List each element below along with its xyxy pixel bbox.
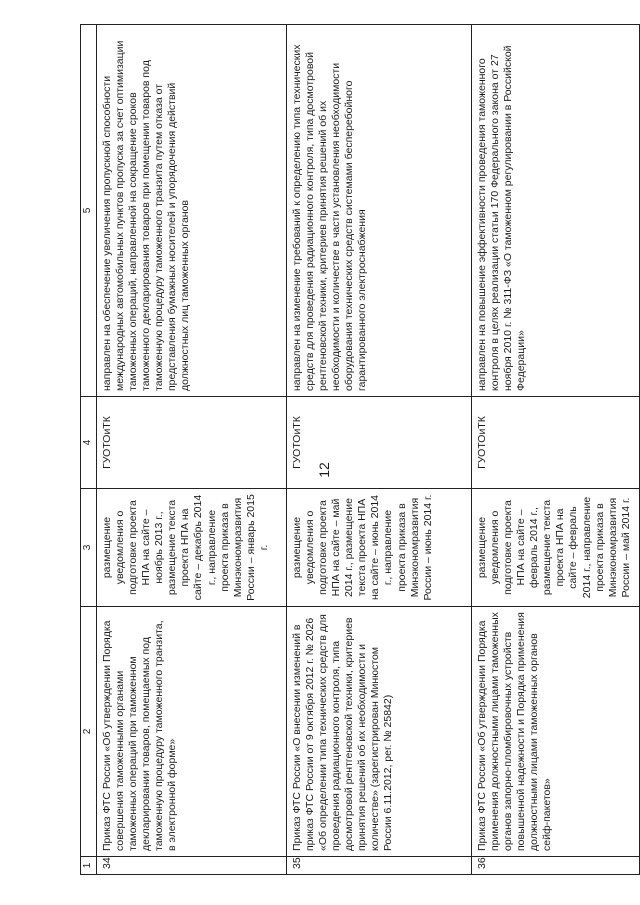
responsible-unit: ГУОТОиТК — [471, 397, 640, 489]
stages-timeline: размещение уведомления о подготовке проекта НПА на сайте – февраль 2014 г., размещение текста проекта НПА на сайте – февраль 2014 г., направление проекта приказа в Минэкономразвития России – май 2014 г. — [471, 489, 640, 607]
header-col-3: 3 — [81, 489, 97, 607]
header-col-2: 2 — [81, 607, 97, 857]
row-number: 36 — [471, 857, 640, 875]
act-title: Приказ ФТС России «О внесении изменений в приказ ФТС России от 9 октября 2012 г. № 2026 «Об определении типа технических средств для проведения радиационного контроля, типа досмотровой рентгеновской техники, критериев принятия решений об их необходимости и количестве» (зарегистрирован Минюстом России 6.11.2012, рег. № 25842) — [286, 607, 471, 857]
stages-timeline: размещение уведомления о подготовке проекта НПА на сайте – май 2014 г., размещение текста проекта НПА на сайте – июнь 2014 г., направление проекта приказа в Минэкономразвития России – июнь 2014 г. — [286, 489, 471, 607]
act-description: направлен на обеспечение увеличения пропускной способности международных автомобильных пунктов пропуска за счет оптимизации таможенных операций, направленной на сокращение сроков таможенного декларирования товаров при помещении товаров под таможенную процедуру таможенного транзита путем отказа от представления бумажных носителей и упорядочения действий должностных лиц таможенных органов — [96, 25, 286, 397]
table-row — [471, 25, 640, 875]
act-title: Приказ ФТС России «Об утверждении Порядка совершения таможенными органами таможенных операций при таможенном декларировании товаров, помещаемых под таможенную процедуру таможенного транзита, в электронной форме» — [96, 607, 286, 857]
page-number: 12 — [315, 462, 332, 478]
plan-table — [80, 24, 640, 875]
responsible-unit: ГУОТОиТК — [96, 397, 286, 489]
act-description: направлен на повышение эффективности проведения таможенного контроля в целях реализации статьи 170 Федерального закона от 27 ноября 2010 г. № 311-ФЗ «О таможенном регулировании в Российской Федерации» — [471, 25, 640, 397]
stages-timeline: размещение уведомления о подготовке проекта НПА на сайте – ноябрь 2013 г., размещение текста проекта НПА на сайте – декабрь 2014 г., направление проекта приказа в Минэкономразвития России – январь 2015 г. — [96, 489, 286, 607]
row-number: 34 — [96, 857, 286, 875]
act-description: направлен на изменение требований к определению типа технических средств для проведения радиационного контроля, типа досмотровой рентгеновской техники, критериев принятия решений об их необходимости и количестве в части установления необходимости оборудования технических средств системами бесперебойного гарантированного электроснабжения — [286, 25, 471, 397]
table-row — [96, 25, 286, 875]
rotated-table-container — [80, 25, 640, 875]
act-title: Приказ ФТС России «Об утверждении Порядка применения должностными лицами таможенных органов запорно-пломбировочных устройств повышенной надежности и Порядка применения должностными лицами таможенных органов сейф-пакетов» — [471, 607, 640, 857]
responsible-unit: ГУОТОиТК — [286, 397, 471, 489]
header-col-5: 5 — [81, 25, 97, 397]
header-col-1: 1 — [81, 857, 97, 875]
table-row — [286, 25, 471, 875]
header-col-4: 4 — [81, 397, 97, 489]
header-row — [81, 25, 97, 875]
row-number: 35 — [286, 857, 471, 875]
